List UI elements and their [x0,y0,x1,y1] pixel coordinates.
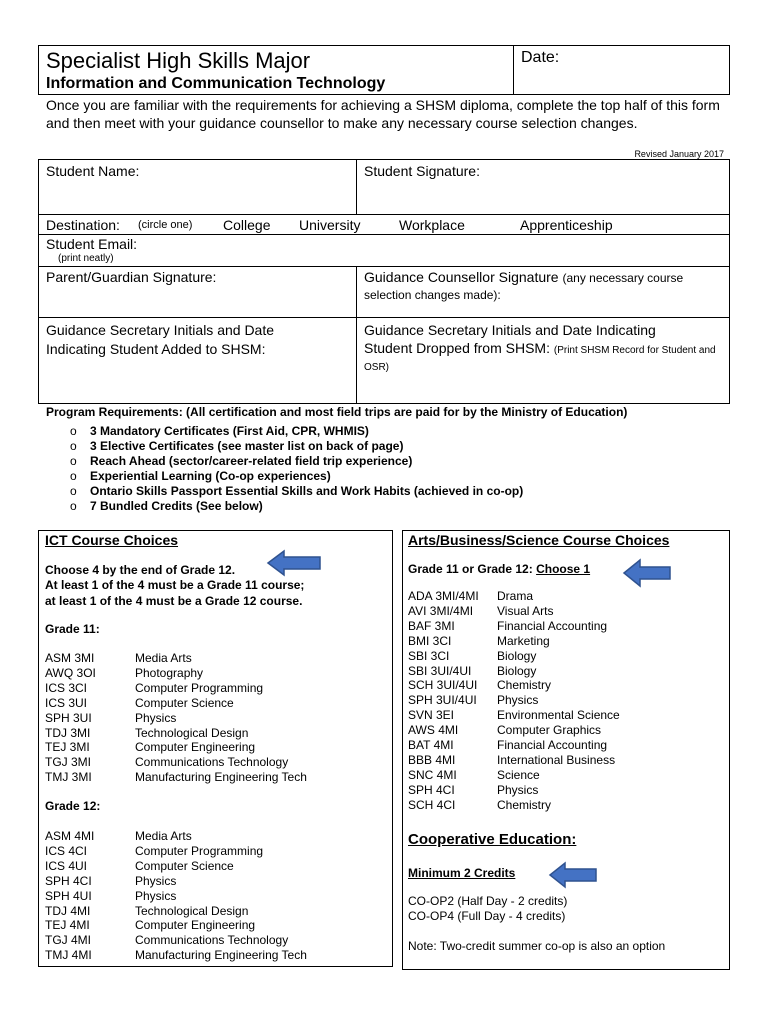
course-name: Manufacturing Engineering Tech [135,770,307,785]
abs-course-row [408,634,728,649]
coop-option-full-day: CO-OP4 (Full Day - 4 credits) [408,909,566,923]
course-code: SBI 3UI/4UI [408,663,472,678]
abs-course-row [408,708,728,723]
form-line-2 [38,234,730,235]
ict-course-row [45,889,365,904]
course-name: Physics [135,888,177,903]
course-code: TEJ 3MI [45,740,90,755]
destination-option-university[interactable]: University [299,217,361,233]
course-name: Computer Science [135,695,234,710]
coop-minimum: Minimum 2 Credits [408,866,516,880]
secretary-dropped-line2: Student Dropped from SHSM: [364,340,550,356]
course-code: ICS 4CI [45,843,88,858]
course-name: Financial Accounting [497,738,608,752]
course-name: Communications Technology [135,755,289,770]
abs-course-row [408,798,728,813]
course-name: Computer Engineering [135,740,256,755]
course-code: ICS 3CI [45,680,88,695]
course-code: ICS 4UI [45,858,88,873]
course-name: Computer Engineering [135,918,256,933]
ict-instruction-1: Choose 4 by the end of Grade 12. [45,563,236,577]
abs-course-row [408,723,728,738]
revised-date: Revised January 2017 [634,149,724,159]
ict-course-row [45,711,365,726]
ict-course-row [45,904,365,919]
requirements-heading: Program Requirements: (All certification and most field trips are paid for by the Ministry of Education) [46,405,628,419]
secretary-dropped-field[interactable] [364,321,726,374]
abs-course-row [408,753,728,768]
course-code: BBB 4MI [408,752,456,767]
course-name: Computer Graphics [497,723,602,738]
course-code: BMI 3CI [408,633,452,648]
page-subtitle: Information and Communication Technology [46,75,386,92]
course-code: ICS 3UI [45,695,88,710]
course-code: SPH 4UI [45,888,92,903]
course-name: Chemistry [497,678,552,693]
ict-title: ICT Course Choices [45,532,179,548]
course-code: SPH 4CI [45,873,92,888]
student-email-field[interactable]: Student Email: [46,236,138,252]
course-code: BAT 4MI [408,738,454,752]
form-line-3 [38,266,730,267]
abs-course-row [408,693,728,708]
course-code: AVI 3MI/4MI [408,603,474,618]
coop-title: Cooperative Education: [408,831,577,848]
course-name: Technological Design [135,725,249,740]
abs-course-row [408,738,728,753]
course-name: Physics [135,873,177,888]
requirement-item: o Reach Ahead (sector/career-related field trip experience) [70,454,413,468]
coop-note: Note: Two-credit summer co-op is also an option [408,939,666,953]
ict-course-row [45,755,365,770]
course-name: Physics [135,710,177,725]
abs-instruction [408,562,590,576]
abs-title: Arts/Business/Science Course Choices [408,532,670,548]
parent-signature-field[interactable]: Parent/Guardian Signature: [46,269,217,285]
course-name: International Business [497,752,616,767]
ict-course-row [45,948,365,963]
counsellor-hint: (any necessary course selection changes made): [364,271,684,302]
grade12-label: Grade 12: [45,799,101,813]
page-title: Specialist High Skills Major [46,48,311,73]
secretary-dropped-line1: Guidance Secretary Initials and Date Indicating [364,322,656,338]
coop-arrow-icon [548,861,598,889]
course-code: TGJ 4MI [45,933,92,948]
ict-course-row [45,696,365,711]
abs-course-row [408,768,728,783]
course-code: SPH 3UI/4UI [408,693,477,708]
abs-course-row [408,678,728,693]
ict-course-row [45,933,365,948]
course-name: Environmental Science [497,708,620,723]
course-name: Computer Science [135,858,234,873]
ict-course-row [45,726,365,741]
secretary-added-field[interactable] [46,321,274,359]
abs-course-row [408,619,728,634]
email-hint: (print neatly) [58,253,114,264]
intro-text: Once you are familiar with the requirements for achieving a SHSM diploma, complete the top half of this form and then meet with your guidance counsellor to make any necessary course selection changes. [46,97,720,131]
course-code: SCH 3UI/4UI [408,678,478,693]
course-code: TMJ 4MI [45,948,92,963]
form-col-divider-bottom [356,266,357,404]
ict-course-row [45,844,365,859]
course-name: Marketing [497,633,550,648]
form-col-divider-top [356,159,357,214]
requirement-item: o 7 Bundled Credits (See below) [70,499,263,513]
requirement-item: o 3 Elective Certificates (see master list on back of page) [70,439,404,453]
course-code: BAF 3MI [408,618,455,633]
abs-arrow-icon [622,558,672,588]
abs-instruction-prefix: Grade 11 or Grade 12: [408,562,533,576]
coop-option-half-day: CO-OP2 (Half Day - 2 credits) [408,894,568,908]
course-name: Computer Programming [135,680,264,695]
requirement-item: o Experiential Learning (Co-op experiences) [70,469,331,483]
ict-course-row [45,740,365,755]
course-name: Physics [497,782,539,797]
abs-course-row [408,664,728,679]
course-code: ASM 4MI [45,829,95,843]
date-label: Date: [521,49,560,66]
ict-course-row [45,666,365,681]
ict-course-row [45,874,365,889]
secretary-added-line1: Guidance Secretary Initials and Date [46,322,275,338]
course-code: SNC 4MI [408,767,457,782]
destination-label: Destination: [46,217,120,233]
course-code: SVN 3EI [408,708,455,723]
destination-option-apprenticeship[interactable]: Apprenticeship [520,217,613,233]
secretary-added-line2: Indicating Student Added to SHSM: [46,341,266,357]
secretary-dropped-hint: (Print SHSM Record for Student and OSR) [364,345,716,373]
ict-course-row [45,770,365,785]
course-code: AWQ 3OI [45,665,96,680]
course-name: Media Arts [135,651,192,665]
ict-course-row [45,681,365,696]
requirement-item: o 3 Mandatory Certificates (First Aid, CPR, WHMIS) [70,424,369,438]
form-line-1 [38,214,730,215]
abs-course-row [408,589,728,604]
destination-option-college[interactable]: College [223,217,271,233]
ict-course-row [45,859,365,874]
student-name-field[interactable]: Student Name: [46,163,140,179]
abs-course-row [408,783,728,798]
course-name: Communications Technology [135,933,289,948]
course-name: Financial Accounting [497,618,608,633]
course-name: Drama [497,589,534,603]
course-name: Science [497,767,540,782]
ict-course-row [45,829,365,844]
abs-course-row [408,604,728,619]
course-code: TEJ 4MI [45,918,90,933]
student-signature-field[interactable]: Student Signature: [364,163,480,179]
requirement-item: o Ontario Skills Passport Essential Skills and Work Habits (achieved in co-op) [70,484,524,498]
course-code: SPH 4CI [408,782,455,797]
requirements-list [70,424,523,514]
course-name: Manufacturing Engineering Tech [135,948,307,963]
course-code: TDJ 4MI [45,903,91,918]
course-name: Computer Programming [135,843,264,858]
abs-course-row [408,649,728,664]
course-code: AWS 4MI [408,723,459,738]
destination-option-workplace[interactable]: Workplace [399,217,465,233]
course-code: TGJ 3MI [45,755,92,770]
course-name: Physics [497,693,539,708]
course-code: SCH 4CI [408,797,456,812]
header-divider [513,45,514,95]
course-code: TMJ 3MI [45,770,92,785]
ict-arrow-icon [266,549,322,577]
course-code: ASM 3MI [45,651,95,665]
form-line-4 [38,317,730,318]
course-code: TDJ 3MI [45,725,91,740]
ict-instruction-2: At least 1 of the 4 must be a Grade 11 course; [45,578,305,592]
course-name: Chemistry [497,797,552,812]
ict-course-row [45,651,365,666]
course-name: Photography [135,665,204,680]
course-name: Technological Design [135,903,249,918]
destination-hint: (circle one) [138,219,193,231]
course-name: Biology [497,648,537,663]
course-code: SBI 3CI [408,648,450,663]
course-name: Media Arts [135,829,192,843]
course-name: Visual Arts [497,603,554,618]
counsellor-signature-label: Guidance Counsellor Signature [364,269,559,285]
ict-instruction-3: at least 1 of the 4 must be a Grade 12 course. [45,594,303,608]
course-name: Biology [497,663,537,678]
ict-course-row [45,918,365,933]
grade11-label: Grade 11: [45,622,100,636]
course-code: SPH 3UI [45,710,92,725]
abs-instruction-choose: Choose 1 [536,562,591,576]
counsellor-signature-field[interactable] [364,269,724,303]
course-code: ADA 3MI/4MI [408,589,479,603]
